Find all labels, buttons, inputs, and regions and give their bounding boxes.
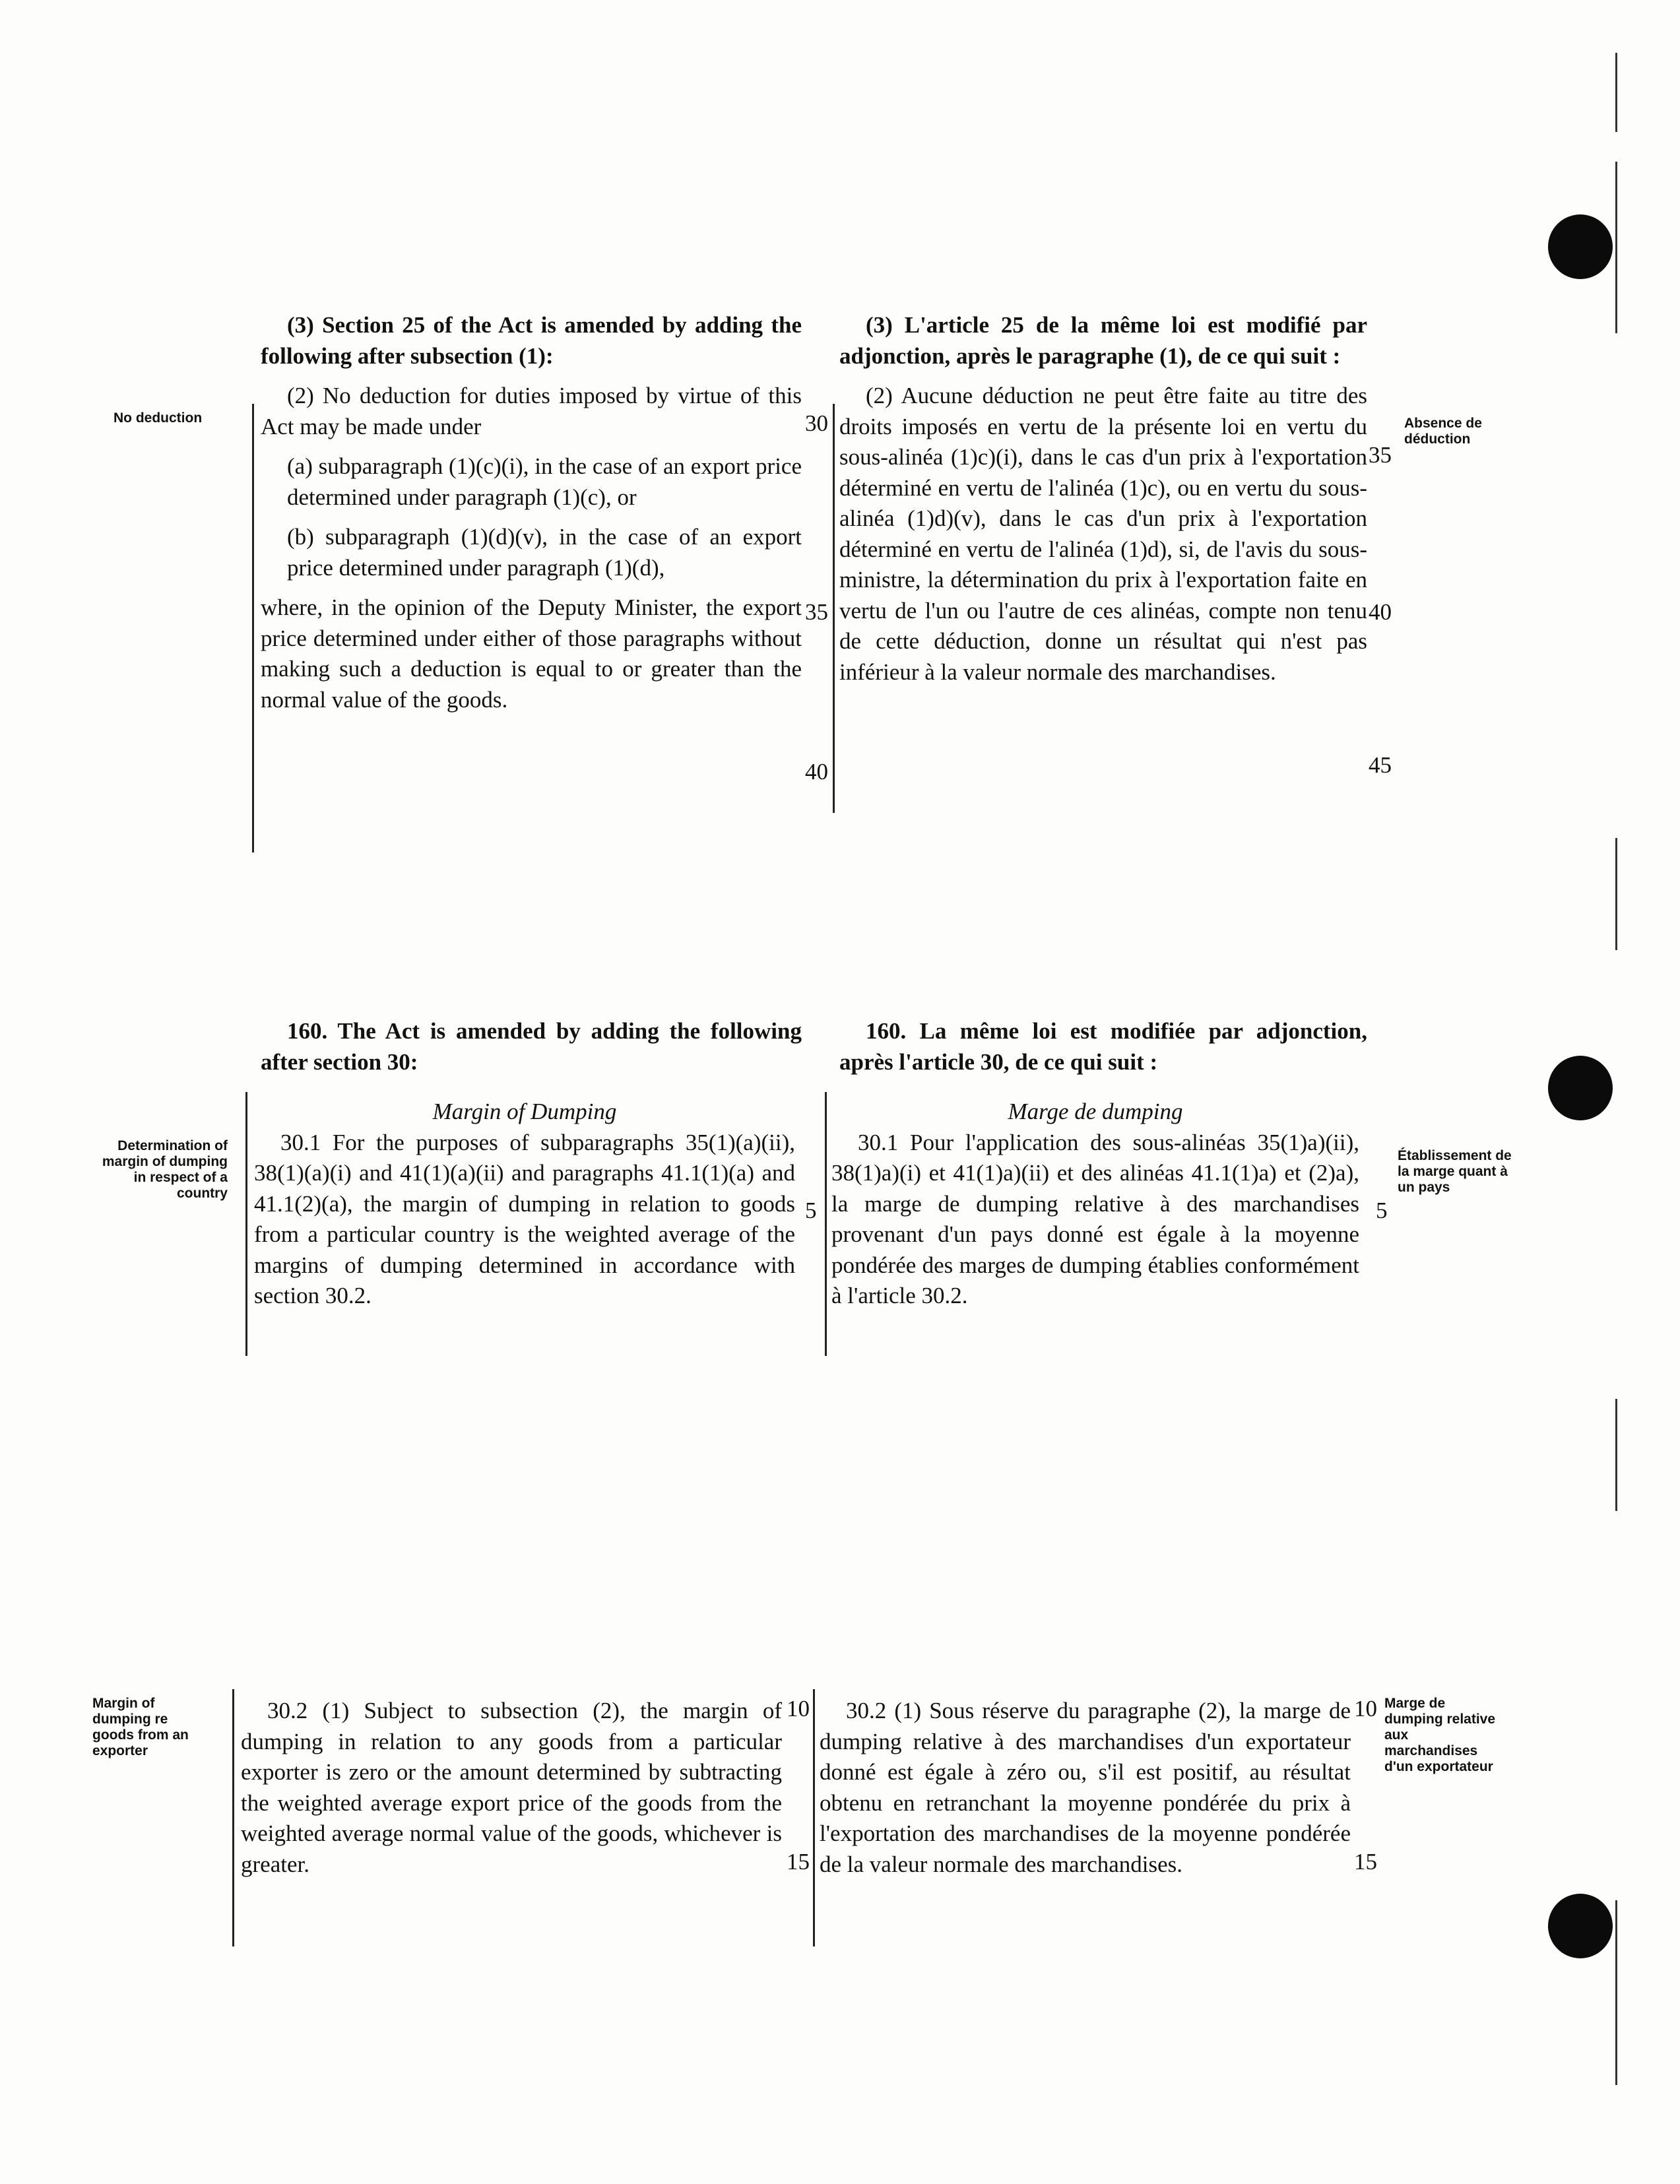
line-number: 45 — [1369, 752, 1392, 778]
binder-hole-top — [1548, 214, 1613, 279]
binder-hole-middle — [1548, 1056, 1613, 1120]
line-number: 35 — [1369, 442, 1392, 468]
margin-note-en: No deduction — [113, 410, 203, 426]
line-number: 5 — [1376, 1198, 1388, 1223]
amendment-heading-fr: (3) L'article 25 de la même loi est modifié par adjonction, après le paragraphe (1), de ce qui suit : — [839, 312, 1367, 369]
page-edge-mark — [1615, 1900, 1617, 2085]
line-number: 10 — [1354, 1696, 1377, 1721]
section-30-1-en — [254, 1097, 795, 1312]
amendment-bar-fr — [813, 1689, 815, 1946]
amendment-heading-en: (3) Section 25 of the Act is amended by adding the following after subsection (1): — [261, 312, 802, 369]
subsection-2-fr: (2) Aucune déduction ne peut être faite au titre des droits imposés en vertu de la présente loi en vertu du sous-alinéa (1)c)(i), dans le cas d'un prix à l'exportation déterminé en vertu de l'alinéa (1)c), ou en vertu du sous-alinéa (1)d)(v), dans le cas d'un prix à l'exportation déterminé en vertu de l'alinéa (1)d), si, de l'avis du sous-ministre, la détermination du prix à l'exportation faite en vertu de l'un ou l'autre de ces alinéas, compte non tenu de cette déduction, donne un résultat qui n'est pas inférieur à la valeur normale des marchandises. — [839, 383, 1367, 685]
section-30-2-en — [241, 1696, 782, 1880]
section-25-en — [261, 310, 802, 715]
section-160-heading-en — [261, 1016, 802, 1077]
section-30-2-body-en: 30.2 (1) Subject to subsection (2), the margin of dumping in relation to any goods from a particular exporter is zero or the amount determined by subtracting the weighted average export price of the goods from the weighted average normal value of the goods, whichever is greater. — [241, 1698, 782, 1877]
page-edge-mark — [1615, 838, 1617, 950]
section-30-1-body-fr: 30.1 Pour l'application des sous-alinéas 35(1)a)(ii), 38(1)a)(i) et 41(1)a)(ii) et des alinéas 41.1(1)a) et (2)a), la marge de dumping relative à des marchandises provenant d'un pays donné est égale à la moyenne pondérée des marges de dumping établies conformément à l'article 30.2. — [831, 1129, 1359, 1308]
amendment-bar-en — [245, 1092, 247, 1356]
closing-clause-en: where, in the opinion of the Deputy Minister, the export price determined under either of those paragraphs without making such a deduction is equal to or greater than the normal value of the goods. — [261, 594, 802, 713]
line-number: 10 — [787, 1696, 810, 1721]
margin-note-fr: Marge de dumping relative aux marchandises d'un exportateur — [1384, 1696, 1496, 1774]
subheading-fr: Marge de dumping — [1008, 1099, 1183, 1124]
section-160-heading-fr — [839, 1016, 1367, 1077]
line-number: 30 — [805, 410, 828, 436]
page-edge-mark — [1615, 162, 1617, 333]
page-edge-mark — [1615, 53, 1617, 132]
line-number: 35 — [805, 599, 828, 625]
subsection-2-intro-en: (2) No deduction for duties imposed by virtue of this Act may be made under — [261, 383, 802, 439]
section-25-fr — [839, 310, 1367, 688]
section-30-1-fr — [831, 1097, 1359, 1312]
subheading-en: Margin of Dumping — [432, 1099, 617, 1124]
amendment-bar-fr — [833, 404, 835, 813]
amendment-heading-fr: 160. La même loi est modifiée par adjonction, après l'article 30, de ce qui suit : — [839, 1018, 1367, 1075]
section-30-2-fr — [820, 1696, 1351, 1880]
amendment-bar-en — [252, 404, 254, 852]
page-edge-mark — [1615, 1399, 1617, 1511]
amendment-heading-en: 160. The Act is amended by adding the following after section 30: — [261, 1018, 802, 1075]
paragraph-a-en: (a) subparagraph (1)(c)(i), in the case of an export price determined under paragraph (1)(c), or — [287, 453, 802, 510]
amendment-bar-fr — [825, 1092, 827, 1356]
margin-note-fr: Établissement de la marge quant à un pays — [1398, 1148, 1512, 1195]
section-30-1-body-en: 30.1 For the purposes of subparagraphs 35(1)(a)(ii), 38(1)(a)(i) and 41(1)(a)(ii) and paragraphs 41.1(1)(a) and 41.1(2)(a), the margin of dumping in relation to goods from a particular country is the weighted average of the margins of dumping determined in accordance with section 30.2. — [254, 1129, 795, 1308]
line-number: 5 — [805, 1198, 817, 1223]
line-number: 15 — [1354, 1849, 1377, 1875]
section-30-2-body-fr: 30.2 (1) Sous réserve du paragraphe (2), la marge de dumping relative à des marchandises d'un exportateur donné est égale à zéro ou, s'il est positif, au résultat obtenu en retranchant la moyenne pondérée du prix à l'exportation des marchandises de la moyenne pondérée de la valeur normale des marchandises. — [820, 1698, 1351, 1877]
line-number: 15 — [787, 1849, 810, 1875]
amendment-bar-en — [232, 1689, 234, 1946]
line-number: 40 — [1369, 599, 1392, 625]
margin-note-en: Margin of dumping re goods from an exporter — [92, 1696, 189, 1758]
binder-hole-bottom — [1548, 1894, 1613, 1958]
line-number: 40 — [805, 759, 828, 785]
paragraph-b-en: (b) subparagraph (1)(d)(v), in the case of an export price determined under paragraph (1)(d), — [287, 524, 802, 581]
margin-note-fr: Absence de déduction — [1404, 416, 1482, 447]
margin-note-en: Determination of margin of dumping in respect of a country — [102, 1138, 228, 1201]
